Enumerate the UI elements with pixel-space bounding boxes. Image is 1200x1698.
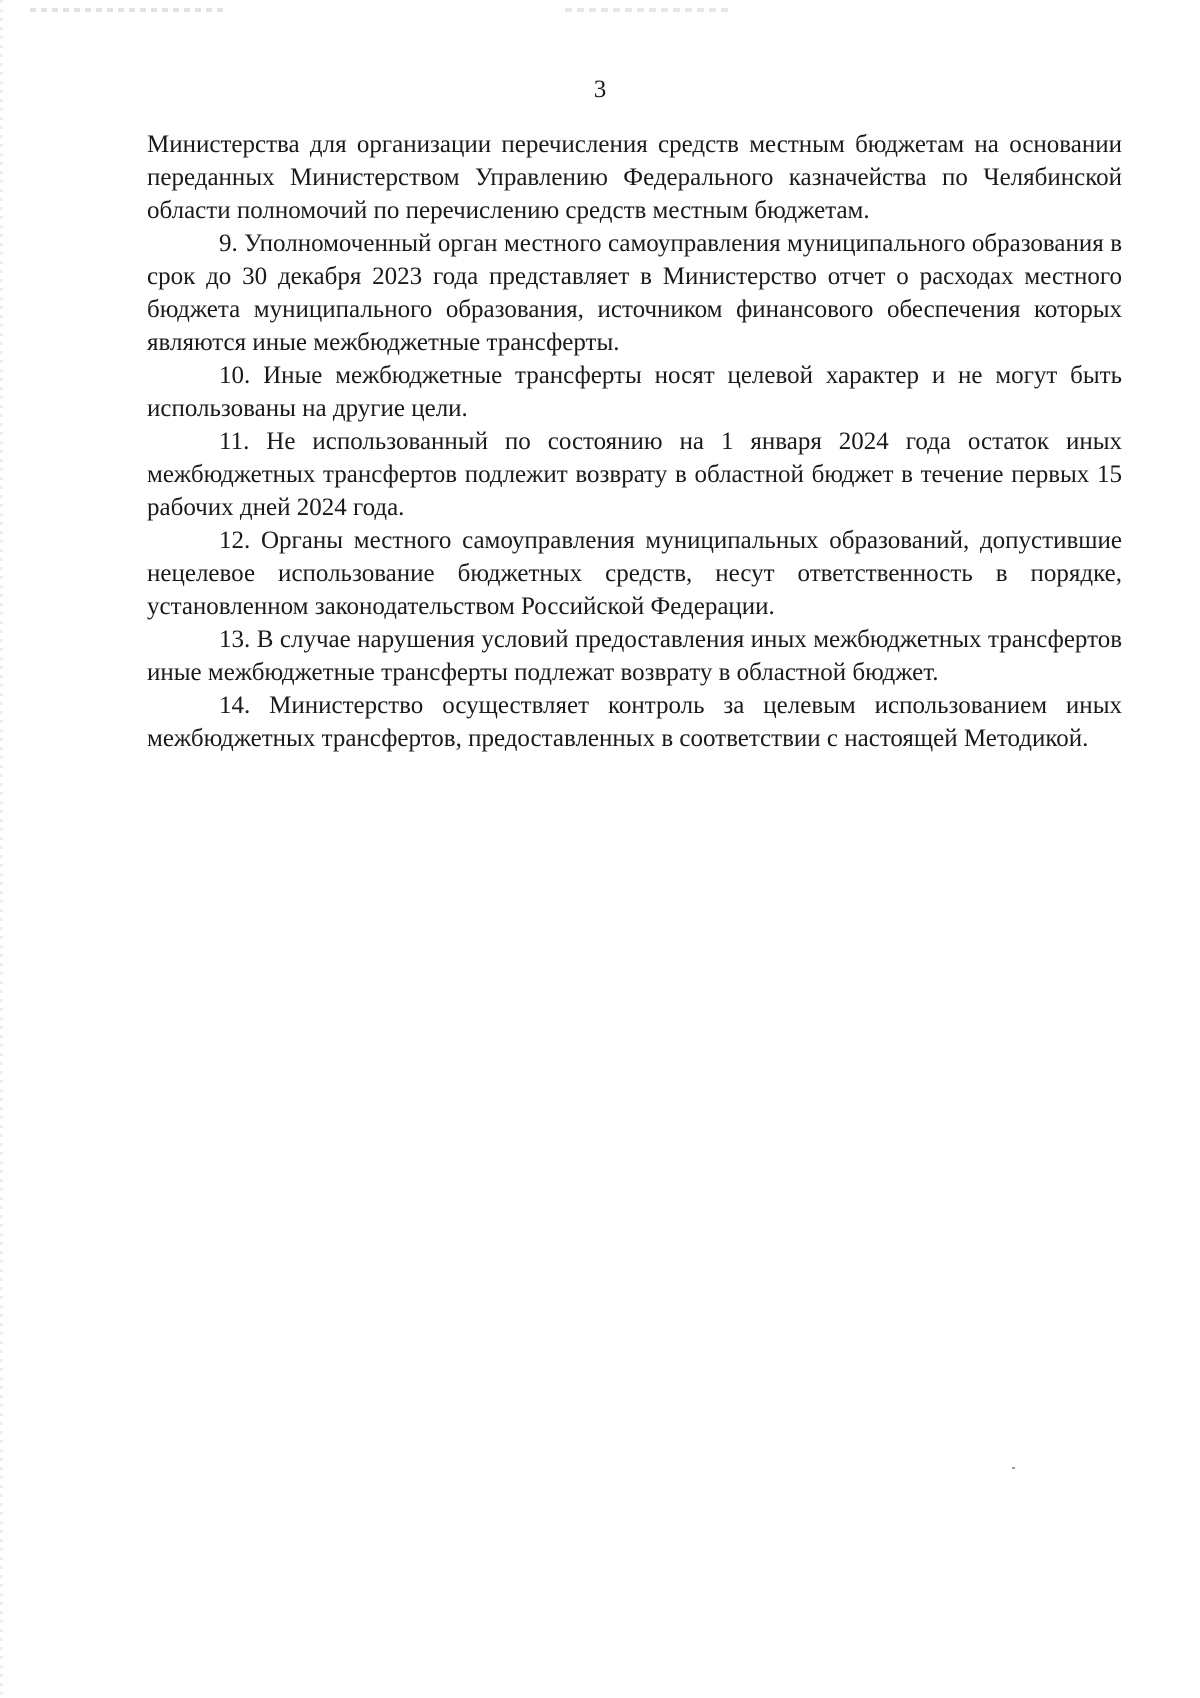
paragraph-13: 13. В случае нарушения условий предоставления иных межбюджетных трансфертов иные межбюджетные трансферты подлежат возврату в областной бюджет. (147, 626, 1122, 686)
paragraph-10: 10. Иные межбюджетные трансферты носят целевой характер и не могут быть использованы на другие цели. (147, 362, 1122, 422)
document-body (147, 128, 1122, 755)
paragraph-continuation: Министерства для организации перечисления средств местным бюджетам на основании переданных Министерством Управлению Федерального казначейства по Челябинской области полномочий по перечислению средств местным бюджетам. (147, 131, 1122, 224)
scan-artifact-top-left (30, 8, 225, 12)
paragraph-11: 11. Не использованный по состоянию на 1 января 2024 года остаток иных межбюджетных трансфертов подлежит возврату в областной бюджет в течение первых 15 рабочих дней 2024 года. (147, 428, 1122, 521)
scan-artifact-top-middle (565, 8, 730, 12)
paragraph-14: 14. Министерство осуществляет контроль за целевым использованием иных межбюджетных трансфертов, предоставленных в соответствии с настоящей Методикой. (147, 692, 1122, 752)
scan-artifact-left-edge (0, 0, 3, 1698)
paragraph-12: 12. Органы местного самоуправления муниципальных образований, допустившие нецелевое использование бюджетных средств, несут ответственность в порядке, установленном законодательством Российской Федерации. (147, 527, 1122, 620)
scan-artifact-dot (1012, 1467, 1015, 1469)
page-number: 3 (593, 76, 607, 103)
paragraph-9: 9. Уполномоченный орган местного самоуправления муниципального образования в срок до 30 декабря 2023 года представляет в Министерство отчет о расходах местного бюджета муниципального образования, источником финансового обеспечения которых являются иные межбюджетные трансферты. (147, 230, 1122, 356)
